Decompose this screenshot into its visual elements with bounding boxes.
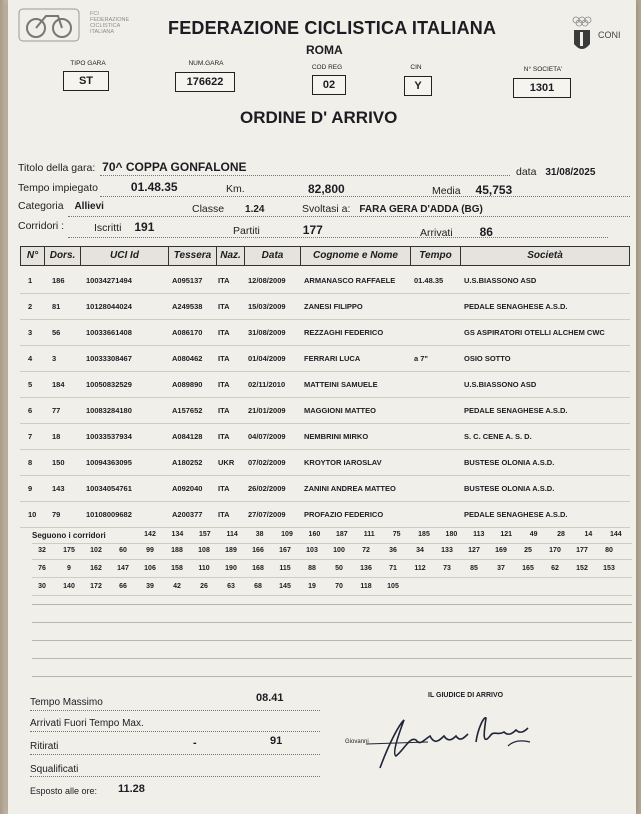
col-header-time: Tempo (411, 247, 461, 265)
following-rider-bib: 62 (551, 565, 559, 572)
table-row (20, 398, 630, 424)
following-rider-bib: 39 (146, 583, 154, 590)
following-rider-bib: 88 (308, 565, 316, 572)
following-rider-bib: 136 (360, 565, 372, 572)
cell-card: A089890 (172, 380, 203, 389)
cell-position: 1 (28, 276, 33, 285)
cell-nationality: ITA (218, 276, 230, 285)
posted-time-label: Esposto alle ore: (30, 786, 98, 796)
cell-bib: 79 (52, 510, 61, 519)
max-time-value: 08.41 (256, 692, 284, 704)
table-row (20, 372, 630, 398)
cell-bib: 3 (52, 354, 57, 363)
following-rider-bib: 76 (38, 565, 46, 572)
retired-value: 91 (270, 735, 283, 747)
results-table-header (20, 246, 630, 266)
cell-team: BUSTESE OLONIA A.S.D. (464, 484, 555, 493)
following-rider-bib: 26 (200, 583, 208, 590)
following-rider-bib: 142 (144, 531, 156, 538)
following-rider-bib: 34 (416, 547, 424, 554)
cell-position: 10 (28, 510, 37, 519)
following-rider-bib: 50 (335, 565, 343, 572)
following-rider-bib: 190 (225, 565, 237, 572)
class-line (192, 203, 265, 215)
following-rider-bib: 73 (443, 565, 451, 572)
fci-bicycle-logo-icon (18, 8, 80, 42)
col-header-dob: Data (245, 247, 301, 265)
following-rider-bib: 72 (362, 547, 370, 554)
km-value-wrap (308, 182, 345, 196)
class-label: Classe (192, 203, 225, 215)
cell-position: 8 (28, 458, 33, 467)
following-rider-bib: 14 (584, 531, 593, 538)
cell-position: 7 (28, 432, 33, 441)
following-rider-bib: 165 (522, 565, 534, 572)
following-rider-bib: 42 (173, 583, 181, 590)
cell-bib: 56 (52, 328, 61, 337)
society-number-label: N° SOCIETA' (523, 66, 563, 73)
starters-label: Partiti (233, 225, 260, 237)
following-rider-bib: 175 (63, 547, 75, 554)
following-rider-bib: 121 (500, 531, 513, 538)
cell-position: 6 (28, 406, 33, 415)
col-header-nationality: Naz. (217, 247, 245, 265)
race-title-value: 70^ COPPA GONFALONE (102, 160, 247, 174)
race-date-label: data (516, 166, 537, 178)
blank-line (32, 640, 632, 641)
following-rider-bib: 102 (90, 547, 102, 554)
following-rider-bib: 177 (576, 547, 588, 554)
cell-nationality: UKR (218, 458, 235, 467)
cell-uci-id: 10033661408 (86, 328, 132, 337)
cell-uci-id: 10128044024 (86, 302, 132, 311)
cell-uci-id: 10034271494 (86, 276, 132, 285)
avg-line (432, 183, 512, 197)
venue-label: Svoltasi a: (302, 203, 351, 215)
cell-card: A157652 (172, 406, 203, 415)
cell-name: MATTEINI SAMUELE (304, 380, 378, 389)
cell-card: A084128 (172, 432, 203, 441)
following-rider-bib: 169 (495, 547, 507, 554)
race-date-value: 31/08/2025 (545, 167, 596, 178)
disqualified-label: Squalificati (30, 764, 79, 775)
time-label: Tempo impiegato (18, 182, 98, 194)
cell-card: A249538 (172, 302, 203, 311)
cell-nationality: ITA (218, 432, 230, 441)
race-title-label: Titolo della gara: (18, 162, 96, 174)
max-time-label: Tempo Massimo (30, 697, 103, 708)
cell-nationality: ITA (218, 354, 230, 363)
entered-value: 191 (134, 220, 155, 234)
cin-label: CIN (410, 64, 422, 71)
judge-signature-icon (358, 706, 568, 776)
entered-label: Iscritti (94, 222, 122, 234)
cell-uci-id: 10108009682 (86, 510, 132, 519)
following-rider-bib: 70 (335, 583, 343, 590)
finishers-value: 86 (479, 225, 493, 239)
table-row (20, 476, 630, 502)
society-number-box: 1301 (513, 78, 571, 98)
cell-uci-id: 10094363095 (86, 458, 132, 467)
finishers-label: Arrivati (420, 227, 453, 239)
blank-line (32, 622, 632, 623)
race-number-box: 176622 (175, 72, 235, 92)
blank-line (32, 676, 632, 677)
cell-dob: 21/01/2009 (248, 406, 286, 415)
cell-dob: 27/07/2009 (248, 510, 286, 519)
cell-bib: 143 (52, 484, 65, 493)
table-row (20, 346, 630, 372)
following-rider-bib: 147 (117, 565, 129, 572)
following-rider-bib: 153 (603, 565, 615, 572)
cell-name: ZANINI ANDREA MATTEO (304, 484, 396, 493)
cell-position: 5 (28, 380, 33, 389)
cell-uci-id: 10033308467 (86, 354, 132, 363)
judge-name-small: Giovanni (345, 739, 369, 745)
following-rider-bib: 187 (335, 531, 348, 538)
posted-time-value: 11.28 (118, 783, 145, 795)
cell-card: A095137 (172, 276, 203, 285)
retired-dash: - (193, 737, 197, 749)
venue-line (302, 203, 483, 215)
underline (30, 731, 320, 732)
cell-dob: 15/03/2009 (248, 302, 286, 311)
fci-caption-line: ITALIANA (90, 29, 115, 35)
col-header-position: N° (21, 247, 45, 265)
cell-bib: 150 (52, 458, 65, 467)
city-label: ROMA (306, 43, 343, 57)
table-row (20, 268, 630, 294)
cell-uci-id: 10033537934 (86, 432, 132, 441)
cell-name: KROYTOR IAROSLAV (304, 458, 382, 467)
cell-dob: 04/07/2009 (248, 432, 286, 441)
race-date-line (516, 166, 595, 178)
cell-position: 4 (28, 354, 33, 363)
underline (100, 175, 510, 176)
riders-line (18, 220, 64, 232)
following-rider-bib: 115 (279, 565, 291, 572)
following-rider-bib: 19 (308, 583, 316, 590)
underline (30, 710, 320, 711)
underline (100, 196, 630, 197)
cell-card: A086170 (172, 328, 203, 337)
cell-bib: 186 (52, 276, 65, 285)
following-rider-bib: 106 (144, 565, 156, 572)
following-rider-bib: 100 (333, 547, 345, 554)
following-rider-bib: 127 (468, 547, 480, 554)
following-rider-bib: 133 (441, 547, 453, 554)
table-row (20, 502, 630, 528)
following-rider-bib: 60 (119, 547, 127, 554)
fci-caption-line: CICLISTICA (90, 23, 121, 29)
table-row (20, 320, 630, 346)
following-rider-bib: 85 (470, 565, 478, 572)
cell-name: FERRARI LUCA (304, 354, 361, 363)
cell-dob: 02/11/2010 (248, 380, 286, 389)
following-rider-bib: 113 (473, 531, 485, 538)
starters-value: 177 (302, 223, 323, 237)
following-rider-bib: 110 (198, 565, 210, 572)
cell-team: U.S.BIASSONO ASD (464, 276, 537, 285)
fci-caption (90, 11, 129, 35)
region-code-box: 02 (312, 75, 346, 95)
cell-card: A200377 (172, 510, 203, 519)
following-rider-bib: 152 (576, 565, 588, 572)
cell-name: ARMANASCO RAFFAELE (304, 276, 396, 285)
cell-team: S. C. CENE A. S. D. (464, 432, 532, 441)
riders-label: Corridori : (18, 220, 65, 232)
following-rider-bib: 66 (119, 583, 127, 590)
cell-name: PROFAZIO FEDERICO (304, 510, 384, 519)
following-rider-bib: 37 (497, 565, 505, 572)
following-rider-bib: 188 (171, 547, 183, 554)
following-riders-label: Seguono i corridori (32, 531, 106, 540)
cell-position: 2 (28, 302, 33, 311)
cell-position: 3 (28, 328, 33, 337)
cell-time: 01.48.35 (414, 276, 444, 285)
cell-name: ZANESI FILIPPO (304, 302, 363, 311)
cell-card: A080462 (172, 354, 203, 363)
following-rider-bib: 170 (549, 547, 561, 554)
race-title-line (18, 160, 247, 174)
following-rider-bib: 134 (171, 531, 184, 538)
arrival-order-sheet (8, 0, 636, 814)
cell-nationality: ITA (218, 406, 230, 415)
following-rider-bib: 80 (605, 547, 613, 554)
following-riders-row (32, 528, 632, 544)
category-line (18, 200, 104, 212)
following-rider-bib: 99 (146, 547, 154, 554)
following-rider-bib: 157 (198, 531, 211, 538)
table-row (20, 450, 630, 476)
following-rider-bib: 25 (524, 547, 532, 554)
class-value: 1.24 (245, 204, 265, 215)
following-rider-bib: 166 (252, 547, 264, 554)
following-rider-bib: 63 (227, 583, 235, 590)
cell-time: a 7" (414, 354, 428, 363)
following-rider-bib: 68 (254, 583, 262, 590)
cell-team: BUSTESE OLONIA A.S.D. (464, 458, 555, 467)
cell-dob: 01/04/2009 (248, 354, 286, 363)
cell-bib: 77 (52, 406, 61, 415)
race-type-label: TIPO GARA (70, 60, 106, 67)
cell-team: U.S.BIASSONO ASD (464, 380, 537, 389)
time-line (18, 180, 178, 194)
cell-bib: 81 (52, 302, 61, 311)
cell-team: PEDALE SENAGHESE A.S.D. (464, 510, 568, 519)
following-rider-bib: 71 (389, 565, 397, 572)
following-rider-bib: 167 (279, 547, 291, 554)
following-rider-bib: 105 (387, 583, 399, 590)
underline (30, 776, 320, 777)
cell-nationality: ITA (218, 484, 230, 493)
blank-line (32, 658, 632, 659)
following-rider-bib: 32 (38, 547, 46, 554)
category-value: Allievi (74, 201, 104, 212)
venue-value: FARA GERA D'ADDA (BG) (359, 204, 483, 215)
judge-label: IL GIUDICE DI ARRIVO (428, 692, 504, 699)
following-rider-bib: 103 (306, 547, 318, 554)
cell-card: A180252 (172, 458, 203, 467)
following-rider-bib: 168 (252, 565, 264, 572)
retired-label: Ritirati (30, 741, 59, 752)
following-rider-bib: 112 (414, 565, 426, 572)
cell-team: PEDALE SENAGHESE A.S.D. (464, 302, 568, 311)
following-riders-row (32, 544, 632, 560)
avg-value: 45,753 (475, 183, 513, 197)
following-rider-bib: 185 (418, 531, 430, 538)
paper-edge (0, 0, 8, 814)
category-label: Categoria (18, 200, 64, 212)
following-rider-bib: 108 (198, 547, 210, 554)
race-number-label: NUM.GARA (188, 60, 224, 67)
out-of-time-label: Arrivati Fuori Tempo Max. (30, 718, 144, 729)
cell-name: REZZAGHI FEDERICO (304, 328, 384, 337)
km-value: 82,800 (308, 182, 345, 196)
underline (68, 237, 608, 238)
km-line (226, 183, 245, 195)
following-rider-bib: 145 (279, 583, 291, 590)
cell-team: OSIO SOTTO (464, 354, 511, 363)
col-header-team: Società (527, 250, 563, 261)
cell-nationality: ITA (218, 302, 230, 311)
following-rider-bib: 28 (557, 531, 565, 538)
cell-name: MAGGIONI MATTEO (304, 406, 376, 415)
following-rider-bib: 36 (389, 547, 397, 554)
cell-bib: 184 (52, 380, 65, 389)
cell-uci-id: 10050832529 (86, 380, 132, 389)
following-rider-bib: 172 (90, 583, 102, 590)
following-rider-bib: 189 (225, 547, 237, 554)
underline (30, 754, 320, 755)
cell-name: NEMBRINI MIRKO (304, 432, 369, 441)
coni-label: CONI (598, 30, 621, 40)
following-rider-bib: 38 (255, 531, 264, 538)
cell-nationality: ITA (218, 380, 230, 389)
table-row (20, 294, 630, 320)
following-rider-bib: 109 (281, 531, 293, 538)
following-rider-bib: 144 (609, 531, 622, 538)
cell-dob: 31/08/2009 (248, 328, 286, 337)
cin-box: Y (404, 76, 432, 96)
km-label: Km. (226, 183, 245, 195)
document-title: ORDINE D' ARRIVO (240, 108, 398, 127)
entered-line (94, 220, 154, 234)
region-code-label: COD REG (311, 64, 343, 71)
cell-dob: 07/02/2009 (248, 458, 286, 467)
fci-caption-line: FCI (90, 11, 99, 17)
starters-line (233, 223, 323, 237)
race-type-box: ST (63, 71, 109, 91)
following-rider-bib: 140 (63, 583, 75, 590)
cell-nationality: ITA (218, 510, 230, 519)
cell-team: PEDALE SENAGHESE A.S.D. (464, 406, 568, 415)
following-rider-bib: 30 (38, 583, 46, 590)
cell-dob: 12/08/2009 (248, 276, 286, 285)
following-rider-bib: 160 (308, 531, 321, 538)
fci-caption-line: FEDERAZIONE (90, 17, 130, 23)
underline (68, 216, 630, 217)
cell-uci-id: 10083284180 (86, 406, 132, 415)
following-riders-row (32, 562, 632, 578)
following-rider-bib: 111 (363, 531, 375, 538)
federation-title: FEDERAZIONE CICLISTICA ITALIANA (168, 18, 497, 38)
cell-position: 9 (28, 484, 33, 493)
following-rider-bib: 49 (529, 531, 538, 538)
avg-label: Media (432, 185, 461, 197)
cell-team: GS ASPIRATORI OTELLI ALCHEM CWC (464, 328, 605, 337)
following-rider-bib: 158 (171, 565, 183, 572)
cell-nationality: ITA (218, 328, 230, 337)
col-header-uci-id: UCI Id (81, 247, 169, 265)
col-header-bib: Dors. (45, 247, 81, 265)
following-rider-bib: 180 (445, 531, 458, 538)
following-rider-bib: 162 (90, 565, 102, 572)
following-rider-bib: 9 (67, 565, 71, 572)
following-rider-bib: 114 (226, 531, 238, 538)
cell-uci-id: 10034054761 (86, 484, 132, 493)
col-header-name: Cognome e Nome (301, 247, 411, 265)
cell-bib: 18 (52, 432, 61, 441)
col-header-card: Tessera (169, 247, 217, 265)
blank-line (32, 604, 632, 605)
following-riders-row (32, 580, 632, 596)
cell-dob: 26/02/2009 (248, 484, 286, 493)
table-row (20, 424, 630, 450)
time-value: 01.48.35 (130, 180, 178, 194)
following-rider-bib: 118 (360, 583, 372, 590)
cell-card: A092040 (172, 484, 203, 493)
following-rider-bib: 75 (392, 531, 401, 538)
